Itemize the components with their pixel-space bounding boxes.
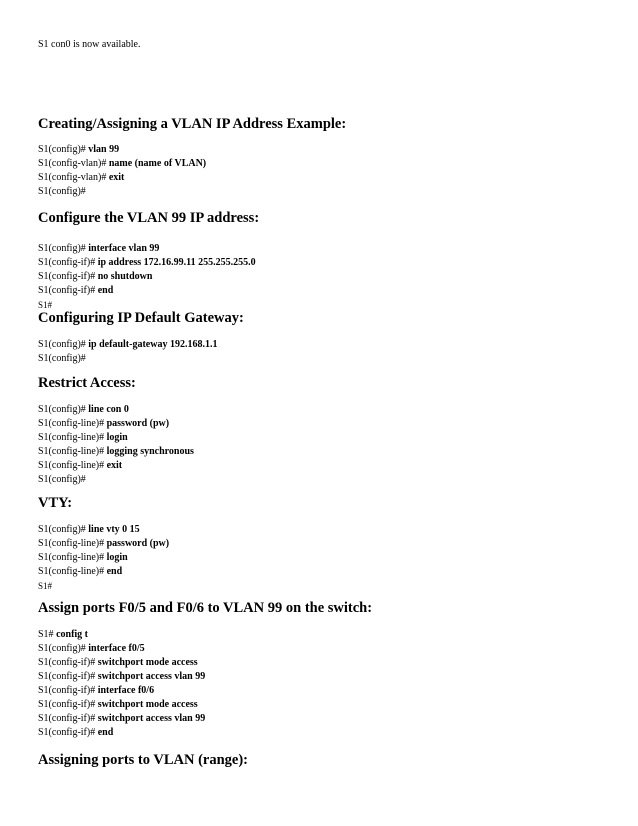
cli-prompt: S1(config)#: [38, 339, 89, 350]
cli-prompt: S1(config)#: [38, 186, 86, 197]
cli-prompt: S1(config-line)#: [38, 418, 107, 429]
command-line: [38, 523, 598, 537]
command-list: [38, 523, 598, 593]
cli-prompt: S1#: [38, 300, 53, 310]
section-heading: Configure the VLAN 99 IP address:: [38, 210, 260, 226]
cli-prompt: S1(config-line)#: [38, 552, 107, 563]
command-list: [38, 143, 598, 199]
section-heading: Configuring IP Default Gateway:: [38, 310, 244, 326]
cli-command: end: [106, 566, 123, 577]
cli-prompt: S1(config)#: [38, 404, 89, 415]
cli-prompt: S1(config)#: [38, 243, 89, 254]
cli-command: interface f0/5: [88, 643, 145, 654]
command-line: [38, 270, 598, 284]
command-list: [38, 338, 598, 366]
section-heading: Creating/Assigning a VLAN IP Address Example:: [38, 116, 347, 132]
cli-command: exit: [108, 172, 125, 183]
cli-prompt: S1(config)#: [38, 474, 86, 485]
section-vty: [38, 494, 598, 593]
command-line: [38, 712, 598, 726]
cli-prompt: S1(config)#: [38, 353, 86, 364]
command-line: [38, 171, 598, 185]
section-restrict-access: [38, 374, 598, 487]
cli-command: ip address 172.16.99.11 255.255.255.0: [97, 257, 256, 268]
command-line: [38, 338, 598, 352]
cli-prompt: S1(config-line)#: [38, 432, 107, 443]
command-list: [38, 242, 598, 312]
command-line: [38, 242, 598, 256]
cli-prompt: S1(config-if)#: [38, 671, 98, 682]
cli-prompt: S1(config-line)#: [38, 460, 107, 471]
cli-command: end: [97, 727, 114, 738]
cli-command: password (pw): [106, 538, 170, 549]
command-line: [38, 256, 598, 270]
cli-command: line vty 0 15: [88, 524, 140, 535]
cli-prompt: S1(config-line)#: [38, 446, 107, 457]
cli-prompt: S1(config)#: [38, 643, 89, 654]
cli-prompt: S1(config-vlan)#: [38, 172, 109, 183]
cli-prompt: S1#: [38, 629, 57, 640]
cli-prompt: S1(config-line)#: [38, 566, 107, 577]
command-line: [38, 579, 598, 593]
command-line: [38, 417, 598, 431]
cli-prompt: S1(config-if)#: [38, 657, 98, 668]
cli-command: config t: [56, 629, 89, 640]
cli-prompt: S1(config-if)#: [38, 699, 98, 710]
cli-command: interface f0/6: [97, 685, 155, 696]
command-line: [38, 352, 598, 366]
cli-command: ip default-gateway 192.168.1.1: [88, 339, 218, 350]
command-line: [38, 698, 598, 712]
cli-command: login: [106, 552, 128, 563]
command-line: [38, 459, 598, 473]
cli-prompt: S1(config-line)#: [38, 538, 107, 549]
cli-prompt: S1(config)#: [38, 144, 89, 155]
cli-command: switchport access vlan 99: [97, 713, 206, 724]
cli-command: name (name of VLAN): [108, 158, 207, 169]
cli-prompt: S1(config-if)#: [38, 271, 98, 282]
section-heading: Assign ports F0/5 and F0/6 to VLAN 99 on the switch:: [38, 600, 373, 616]
command-line: [38, 684, 598, 698]
command-line: [38, 403, 598, 417]
command-line: [38, 670, 598, 684]
section-assign-ports-range: [38, 751, 598, 769]
section-default-gateway: [38, 309, 598, 366]
section-heading: Restrict Access:: [38, 375, 136, 391]
command-line: [38, 445, 598, 459]
cli-command: vlan 99: [88, 144, 120, 155]
cli-prompt: S1(config-if)#: [38, 257, 98, 268]
command-line: [38, 284, 598, 298]
command-line: [38, 565, 598, 579]
section-configure-vlan-99: [38, 209, 598, 312]
command-line: [38, 431, 598, 445]
command-list: [38, 628, 598, 740]
cli-prompt: S1(config)#: [38, 524, 89, 535]
intro-text: S1 con0 is now available.: [38, 39, 141, 50]
command-line: [38, 642, 598, 656]
command-line: [38, 157, 598, 171]
cli-command: password (pw): [106, 418, 170, 429]
command-line: [38, 628, 598, 642]
cli-prompt: S1#: [38, 581, 53, 591]
section-assign-ports: [38, 599, 598, 740]
section-vlan-ip-example: [38, 115, 598, 199]
cli-command: interface vlan 99: [88, 243, 160, 254]
cli-prompt: S1(config-if)#: [38, 713, 98, 724]
command-line: [38, 473, 598, 487]
cli-prompt: S1(config-if)#: [38, 685, 98, 696]
section-heading: VTY:: [38, 495, 73, 511]
cli-command: exit: [106, 460, 123, 471]
cli-prompt: S1(config-if)#: [38, 285, 98, 296]
command-line: [38, 185, 598, 199]
section-heading: Assigning ports to VLAN (range):: [38, 752, 248, 768]
cli-command: logging synchronous: [106, 446, 194, 457]
cli-command: end: [97, 285, 114, 296]
cli-command: switchport mode access: [97, 699, 198, 710]
cli-prompt: S1(config-if)#: [38, 727, 98, 738]
cli-command: login: [106, 432, 128, 443]
command-line: [38, 656, 598, 670]
command-line: [38, 726, 598, 740]
command-line: [38, 537, 598, 551]
cli-command: line con 0: [88, 404, 129, 415]
cli-prompt: S1(config-vlan)#: [38, 158, 109, 169]
cli-command: switchport mode access: [97, 657, 198, 668]
cli-command: no shutdown: [97, 271, 153, 282]
cli-command: switchport access vlan 99: [97, 671, 206, 682]
command-line: [38, 143, 598, 157]
command-list: [38, 403, 598, 487]
command-line: [38, 551, 598, 565]
